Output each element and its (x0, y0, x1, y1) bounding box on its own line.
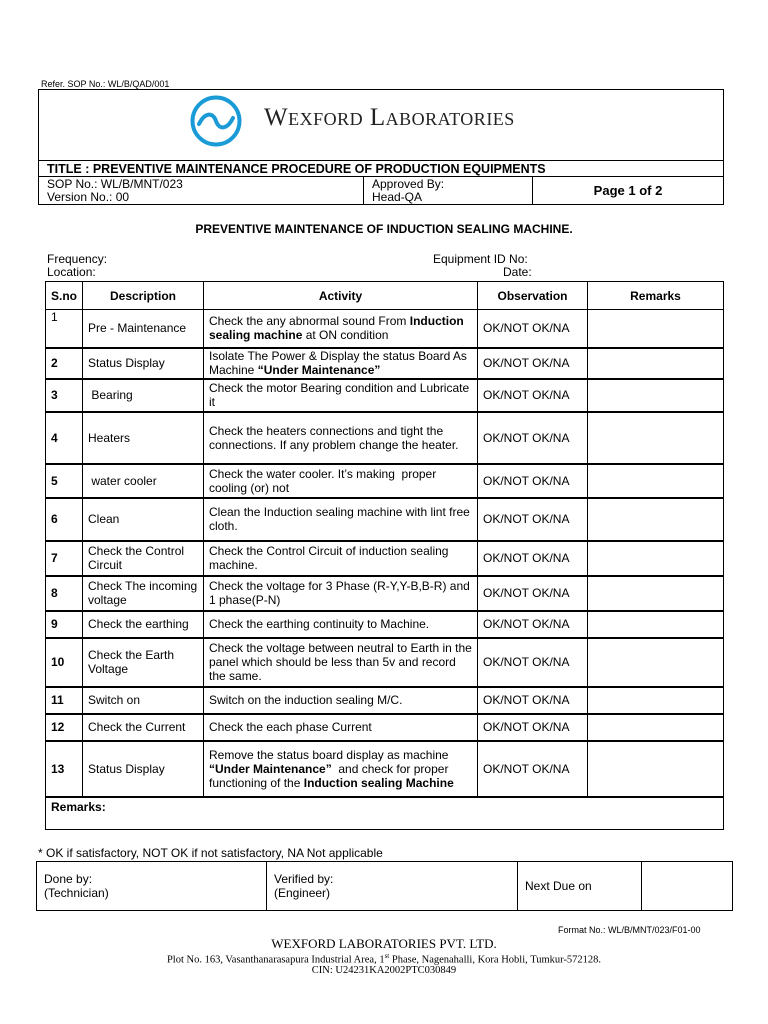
verified-by-cell (267, 862, 518, 911)
row-sno: 2 (46, 348, 83, 379)
activity-text: Clean the Induction sealing machine with lint free cloth. (209, 505, 474, 533)
row-activity (204, 310, 478, 348)
activity-text: Check the heaters connections and tight the connections. If any problem change the heater. (209, 423, 459, 452)
activity-emphasis: “Under Maintenance” (257, 363, 381, 377)
row-remarks (588, 541, 724, 576)
row-observation: OK/NOT OK/NA (478, 611, 588, 638)
approval-cell (364, 177, 533, 205)
row-remarks (588, 576, 724, 611)
next-due-value (642, 862, 733, 911)
row-sno: 1 (46, 310, 83, 348)
row-observation: OK/NOT OK/NA (478, 741, 588, 797)
signature-table (36, 861, 733, 911)
document-header (38, 89, 724, 205)
logo-area (39, 90, 723, 160)
table-row (46, 498, 724, 541)
company-name (264, 104, 515, 132)
row-sno: 11 (46, 687, 83, 714)
table-row (46, 464, 724, 498)
row-remarks (588, 412, 724, 464)
row-remarks (588, 464, 724, 498)
row-activity (204, 576, 478, 611)
row-description: Heaters (83, 412, 204, 464)
date-label: Date: (503, 265, 532, 279)
row-sno: 9 (46, 611, 83, 638)
title-row (39, 160, 723, 177)
row-description: Switch on (83, 687, 204, 714)
col-header-activity: Activity (204, 282, 478, 310)
row-description: Check the Control Circuit (83, 541, 204, 576)
row-description: Bearing (83, 379, 204, 412)
row-observation: OK/NOT OK/NA (478, 310, 588, 348)
row-observation: OK/NOT OK/NA (478, 498, 588, 541)
done-by-cell (37, 862, 267, 911)
row-sno: 13 (46, 741, 83, 797)
row-observation: OK/NOT OK/NA (478, 464, 588, 498)
row-activity (204, 541, 478, 576)
footer-cin: CIN: U24231KA2002PTC030849 (311, 965, 457, 976)
row-remarks (588, 348, 724, 379)
row-activity (204, 379, 478, 412)
sop-number: SOP No.: WL/B/MNT/023 (47, 177, 183, 191)
row-description: Status Display (83, 348, 204, 379)
row-sno: 7 (46, 541, 83, 576)
row-observation: OK/NOT OK/NA (478, 576, 588, 611)
row-description: Pre - Maintenance (83, 310, 204, 348)
activity-text: Switch on the induction sealing M/C. (209, 693, 403, 707)
row-activity (204, 348, 478, 379)
activity-text: Check the any abnormal sound From (209, 314, 410, 329)
row-activity (204, 412, 478, 464)
row-sno: 3 (46, 379, 83, 412)
row-remarks (588, 714, 724, 741)
activity-text: Isolate The Power & Display the status Board As Machine (209, 349, 471, 377)
row-activity (204, 464, 478, 498)
row-activity (204, 687, 478, 714)
next-due-label: Next Due on (518, 862, 642, 911)
row-activity (204, 714, 478, 741)
done-by-label: Done by: (44, 872, 93, 886)
row-observation: OK/NOT OK/NA (478, 348, 588, 379)
table-row (46, 541, 724, 576)
table-row (46, 576, 724, 611)
technician-label: (Technician) (44, 886, 109, 900)
row-sno: 5 (46, 464, 83, 498)
footnote: * OK if satisfactory, NOT OK if not satisfactory, NA Not applicable (38, 846, 383, 860)
remarks-row (46, 797, 724, 830)
activity-text: Check the voltage between neutral to Earth in the panel which should be less than 5v and record the same. (209, 641, 476, 683)
row-description: Check the Current (83, 714, 204, 741)
activity-text: Check the Control Circuit of induction sealing machine. (209, 544, 452, 572)
row-description: Clean (83, 498, 204, 541)
activity-text: Check the voltage for 3 Phase (R-Y,Y-B,B-R) and 1 phase(P-N) (209, 579, 474, 607)
row-description: Check the Earth Voltage (83, 638, 204, 687)
info-row (39, 177, 723, 205)
activity-emphasis: “Under Maintenance” (209, 761, 332, 776)
table-row (46, 310, 724, 348)
company-name-text: Wexford Laboratories (264, 104, 515, 131)
row-sno: 6 (46, 498, 83, 541)
row-description: Check The incoming voltage (83, 576, 204, 611)
activity-text: Check the water cooler. It’s making proper cooling (or) not (209, 466, 440, 495)
table-row (46, 714, 724, 741)
activity-emphasis: Induction sealing machine (209, 314, 468, 343)
row-remarks (588, 379, 724, 412)
row-description: Check the earthing (83, 611, 204, 638)
format-number: Format No.: WL/B/MNT/023/F01-00 (558, 925, 701, 935)
row-activity (204, 638, 478, 687)
row-sno: 12 (46, 714, 83, 741)
engineer-label: (Engineer) (274, 886, 331, 900)
row-activity (204, 498, 478, 541)
footer-company-name: WEXFORD LABORATORIES PVT. LTD. (271, 936, 497, 951)
col-header-observation: Observation (478, 282, 588, 310)
activity-text: at ON condition (302, 328, 389, 343)
sop-cell (39, 177, 364, 205)
table-row (46, 348, 724, 379)
activity-text: and check for proper functioning of the (209, 761, 452, 790)
footer-address: Plot No. 163, Vasanthanarasapura Industrial Area, 1st Phase, Nagenahalli, Kora Hobli, Tumkur-572128. (166, 952, 602, 966)
activity-text: Check the earthing continuity to Machine. (209, 617, 430, 631)
row-activity (204, 741, 478, 797)
wexford-wave-logo-icon (189, 94, 243, 148)
activity-text: Check the each phase Current (209, 720, 372, 734)
procedure-heading: PREVENTIVE MAINTENANCE OF INDUCTION SEALING MACHINE. (195, 222, 573, 236)
row-remarks (588, 638, 724, 687)
row-observation: OK/NOT OK/NA (478, 638, 588, 687)
row-sno: 8 (46, 576, 83, 611)
table-row (46, 638, 724, 687)
equipment-id-label: Equipment ID No: (433, 252, 528, 266)
row-observation: OK/NOT OK/NA (478, 412, 588, 464)
table-row (46, 611, 724, 638)
table-header-row (46, 282, 724, 310)
col-header-description: Description (83, 282, 204, 310)
row-remarks (588, 498, 724, 541)
activity-text: Check the motor Bearing condition and Lubricate it (209, 381, 473, 409)
row-observation: OK/NOT OK/NA (478, 714, 588, 741)
activity-text: Remove the status board display as machine (209, 747, 452, 762)
row-remarks (588, 611, 724, 638)
location-label: Location: (47, 265, 96, 279)
table-row (46, 687, 724, 714)
remarks-label: Remarks: (46, 797, 724, 830)
row-description: Status Display (83, 741, 204, 797)
table-row (46, 412, 724, 464)
row-activity (204, 611, 478, 638)
row-observation: OK/NOT OK/NA (478, 541, 588, 576)
page-number: Page 1 of 2 (593, 183, 663, 198)
row-observation: OK/NOT OK/NA (478, 379, 588, 412)
maintenance-checklist-table (45, 281, 724, 830)
row-remarks (588, 741, 724, 797)
version-number: Version No.: 00 (47, 190, 130, 204)
row-remarks (588, 687, 724, 714)
col-header-sno: S.no (46, 282, 83, 310)
row-sno: 10 (46, 638, 83, 687)
row-sno: 4 (46, 412, 83, 464)
signature-row (37, 862, 733, 911)
document-title: TITLE : PREVENTIVE MAINTENANCE PROCEDURE OF PRODUCTION EQUIPMENTS (47, 162, 546, 176)
row-observation: OK/NOT OK/NA (478, 687, 588, 714)
approved-by-label: Approved By: (372, 177, 445, 191)
refer-sop-number: Refer. SOP No.: WL/B/QAD/001 (41, 79, 170, 89)
verified-by-label: Verified by: (274, 872, 334, 886)
table-row (46, 741, 724, 797)
row-description: water cooler (83, 464, 204, 498)
row-remarks (588, 310, 724, 348)
col-header-remarks: Remarks (588, 282, 724, 310)
frequency-label: Frequency: (47, 252, 108, 266)
table-row (46, 379, 724, 412)
approved-by-role: Head-QA (372, 190, 423, 204)
activity-emphasis: Induction sealing Machine (303, 775, 454, 790)
